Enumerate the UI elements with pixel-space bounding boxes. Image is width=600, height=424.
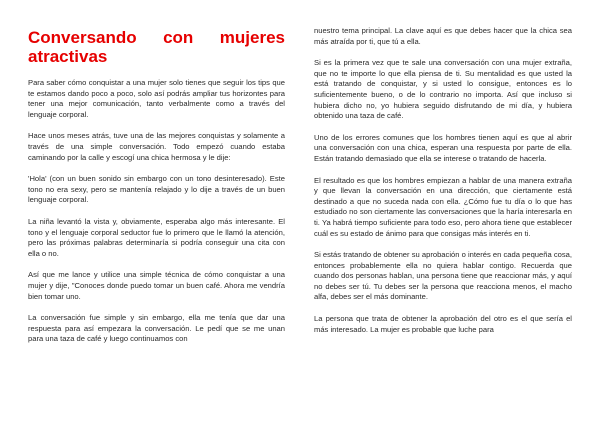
title-word: Conversando [28,28,137,47]
paragraph: Si estás tratando de obtener su aprobación o interés en cada pequeña cosa, entonces probablemente ella no quiera hablar contigo. Recuerda que cuando dos personas hablan, una persona tiene que reaccionar más, y aquí no debes ser tú. Tu debes ser la persona que reacciona menos, el macho alfa, debes ser el más dominante. [314,250,572,302]
right-column [314,28,572,346]
title-word: mujeres [219,28,285,47]
title-line-2: atractivas [28,47,108,66]
title-line-1 [28,28,285,47]
paragraph: nuestro tema principal. La clave aquí es que debes hacer que la chica sea más atraída por ti, que tú a ella. [314,26,572,46]
paragraph: La conversación fue simple y sin embargo, ella me tenía que dar una respuesta para así empezara la conversación. Le pedí que se me unan para una taza de café y luego continuamos con [28,313,285,344]
paragraph: Así que me lance y utilice una simple técnica de cómo conquistar a una mujer y dije, "Conoces donde puedo tomar un buen café. Ahora me vendría bien tomar uno. [28,270,285,301]
title-word: con [163,28,194,47]
article-title [28,28,285,66]
paragraph: Hace unos meses atrás, tuve una de las mejores conquistas y solamente a través de una simple conversación. Todo empezó cuando estaba caminando por la calle y escogí una chica hermosa y le dije: [28,131,285,162]
paragraph: Para saber cómo conquistar a una mujer solo tienes que seguir los tips que te estamos dando poco a poco, solo así podrás ampliar tus horizontes para tener una mejor comunicación, tanto verbalmente como a través del lenguaje corporal. [28,78,285,119]
paragraph: Uno de los errores comunes que los hombres tienen aquí es que al abrir una conversación con una chica, esperan una respuesta por parte de ella. Están tratando demasiado que ella se interese o tratando de hacerla. [314,132,572,163]
paragraph: 'Hola' (con un buen sonido sin embargo con un tono desinteresado). Este tono no era sexy, pero se mantenía relajado y lo dije a través de un buen lenguaje corporal. [28,174,285,205]
paragraph: El resultado es que los hombres empiezan a hablar de una manera extraña y que llevan la conversación en una dirección, que ciertamente está destinado a que no suceda nada con ella. ¿Cómo fue tu día o lo que has estudiado no son ciertamente las conversaciones que la haría interesarla en ti. Ya habrá tiempo suficiente para todo eso, pero ahora tiene que establecer cuál es su estado de ánimo para que consigas más interés en ti. [314,175,572,238]
paragraph: La persona que trata de obtener la aprobación del otro es el que sería el más interesado. La mujer es probable que luche para [314,314,572,334]
paragraph: La niña levantó la vista y, obviamente, esperaba algo más interesante. El tono y el lenguaje corporal seductor fue lo primero que le llamó la atención, pero las próximas palabras determinaría si podría conseguir una cita con ella o no. [28,216,285,258]
left-column [28,28,285,356]
paragraph: Si es la primera vez que te sale una conversación con una mujer extraña, que no te importe lo que ella piensa de ti. Su mentalidad es que usted la está tratando de conquistar, y si usted lo consigue, entonces es lo suficientemente bueno, o de lo contrario no importa. Así que incluso si hubiera dicho no, yo hubiera seguido disfrutando de mi día, y hubiera obtenido una taza de café. [314,58,572,121]
